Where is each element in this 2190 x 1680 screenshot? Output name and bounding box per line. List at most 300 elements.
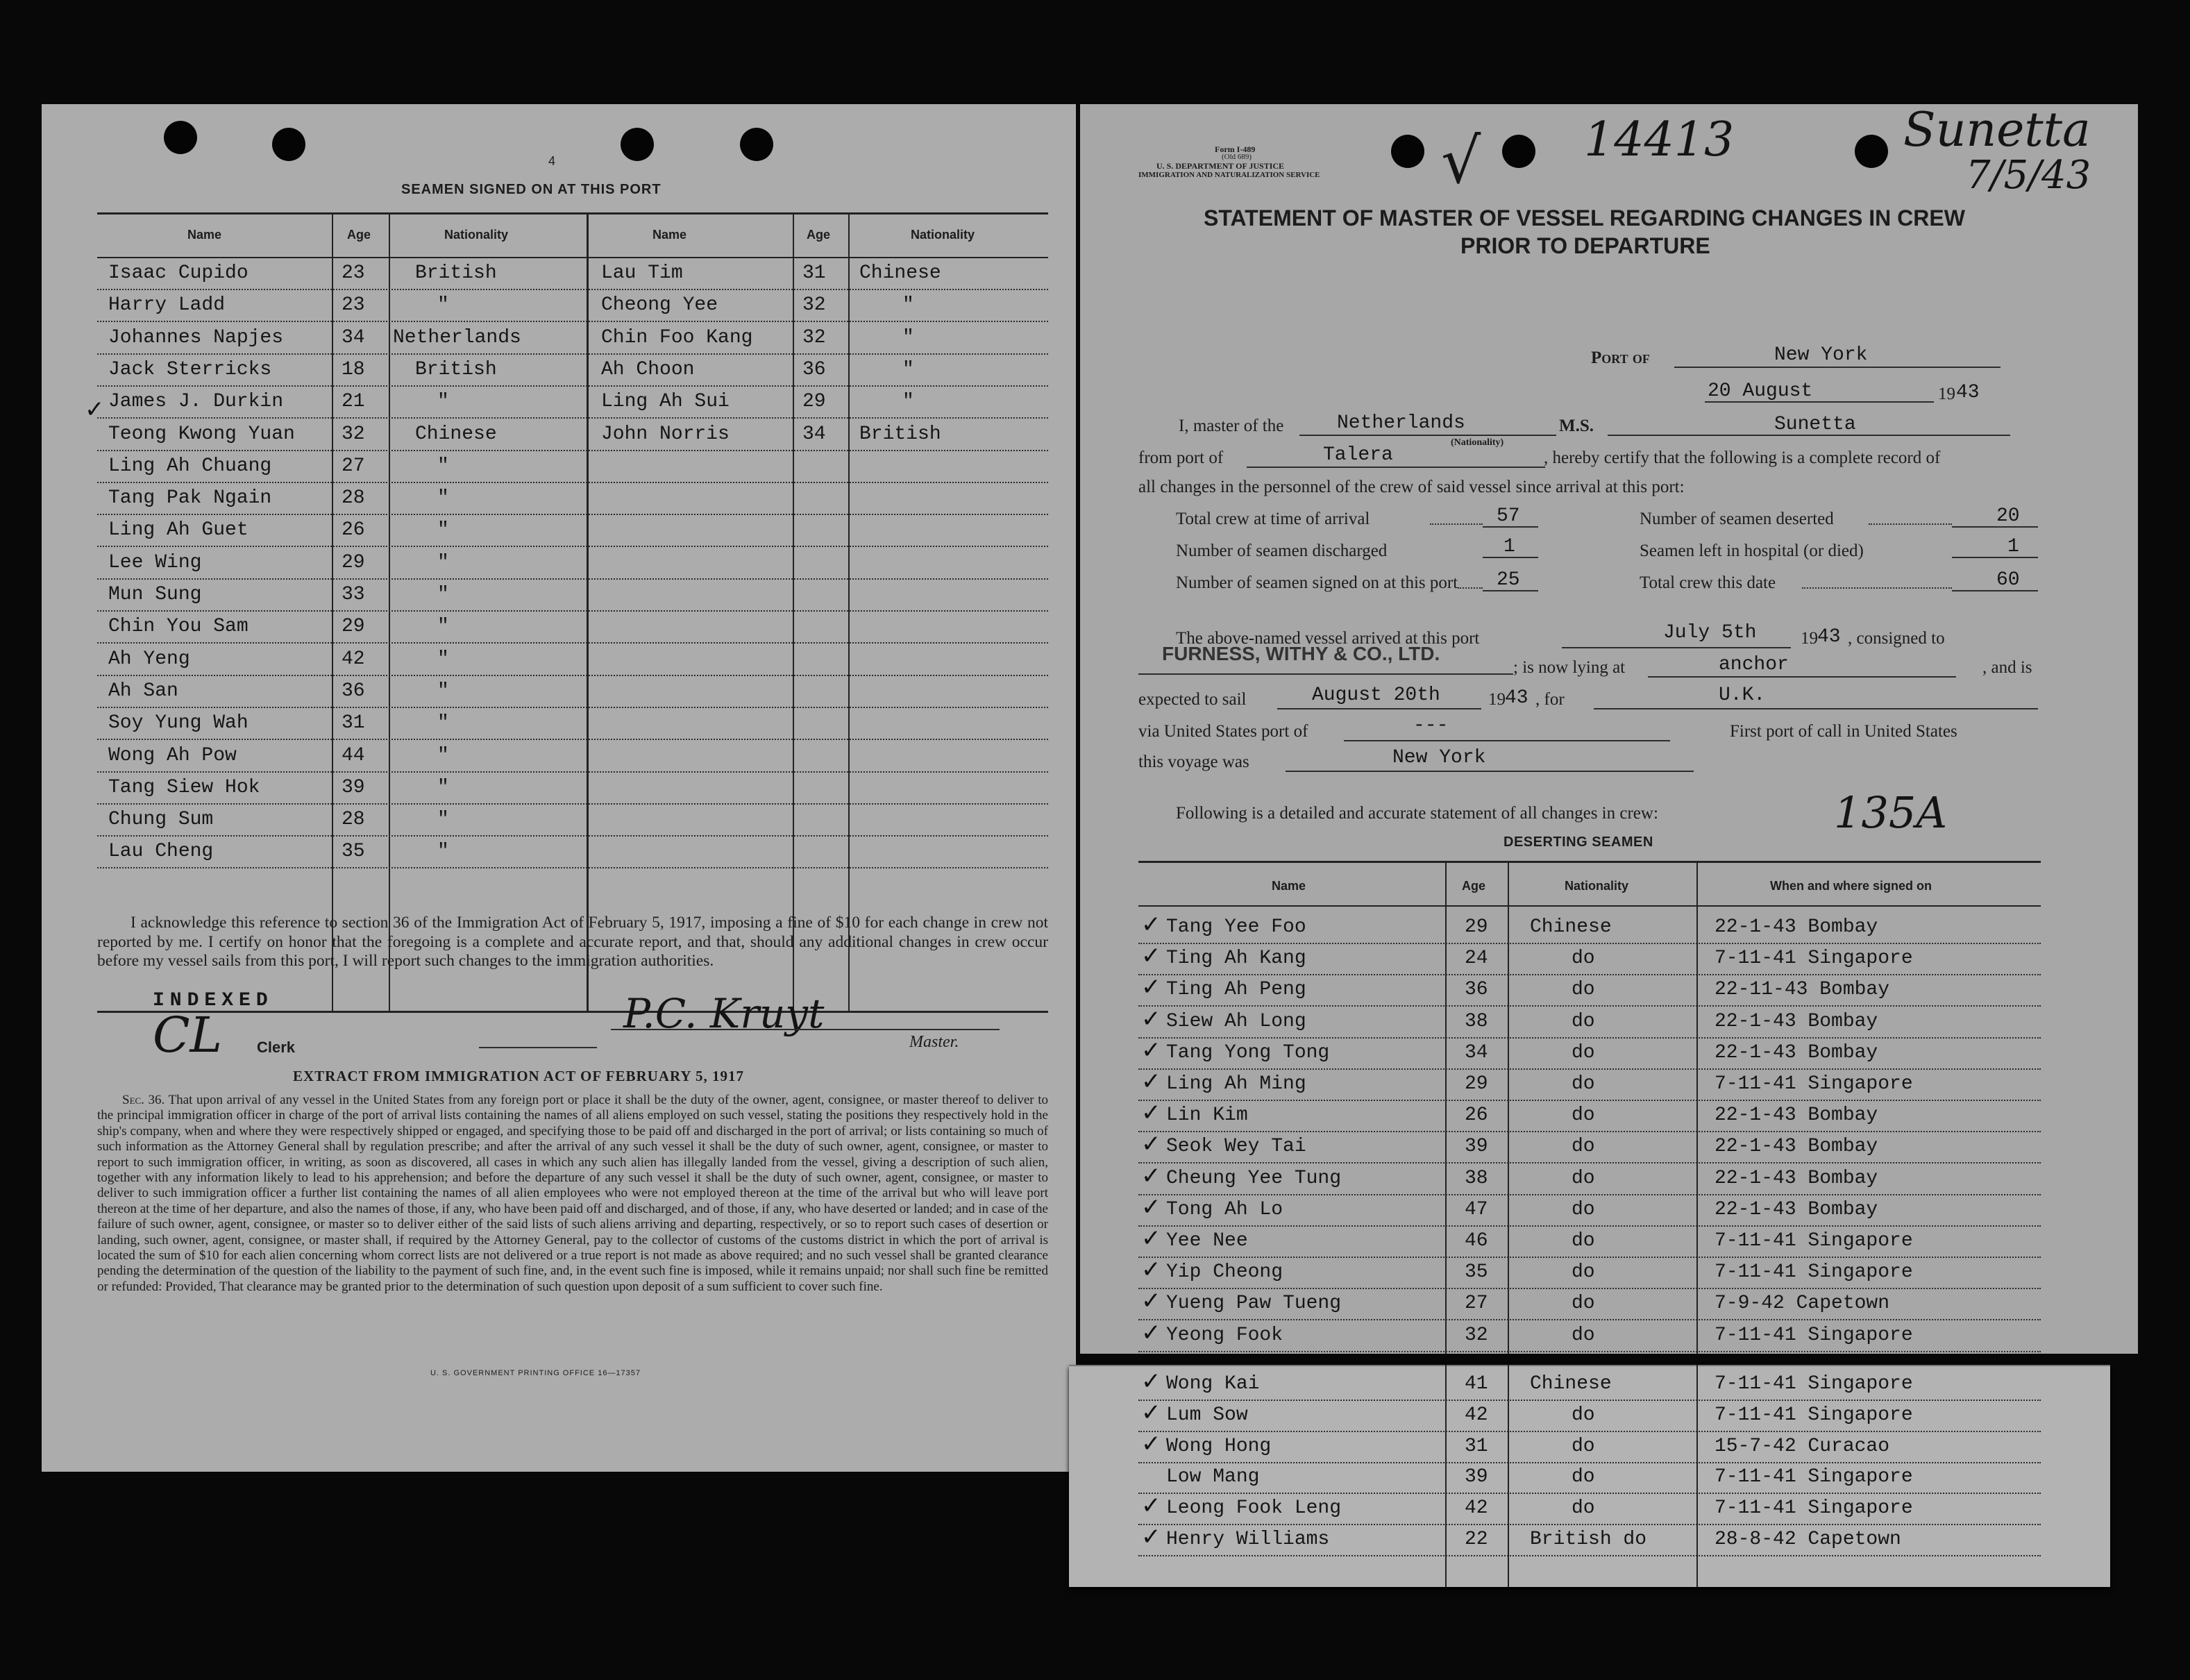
form-title-line-2: PRIOR TO DEPARTURE — [1460, 233, 1710, 258]
signed-on-row-6-name: Ling Ah Chuang — [108, 455, 272, 477]
signed-on-row-15-nationality: " — [437, 744, 449, 766]
arrived-year-value: 43 — [1817, 626, 1841, 648]
arrived-label: The above-named vessel arrived at this port — [1176, 629, 1480, 648]
signed-on-right-row-3-nationality: " — [902, 358, 914, 380]
signed-on-row-14-nationality: " — [437, 712, 449, 734]
signed-on-row-3-nationality: British — [415, 358, 497, 380]
signed-on-right-row-3-name: Ah Choon — [601, 358, 695, 380]
signed-on-table — [97, 212, 1048, 1018]
from-port-label: from port of — [1138, 448, 1224, 467]
lying-at-value: anchor — [1719, 654, 1789, 675]
punch-hole — [1391, 135, 1424, 168]
printer-line: U. S. GOVERNMENT PRINTING OFFICE 16—17357 — [430, 1369, 641, 1377]
signed-on-row-12-age: 42 — [342, 648, 365, 670]
deserter-row-16-signed-on: 15-7-42 Curacao — [1715, 1435, 1890, 1457]
row-rule — [1138, 1351, 2041, 1352]
deserter-row-7-nationality: do — [1572, 1136, 1595, 1158]
signed-on-right-row-5-name: John Norris — [601, 423, 730, 445]
row-rule — [1138, 1100, 2041, 1101]
check-mark: ✓ — [85, 396, 105, 423]
row-rule — [97, 803, 1048, 805]
total-arrival-label: Total crew at time of arrival — [1176, 510, 1370, 528]
row-rule — [97, 675, 1048, 676]
deserter-row-6-age: 26 — [1465, 1104, 1488, 1127]
nationality-value: Netherlands — [1337, 412, 1465, 434]
arrived-year: 19 — [1801, 629, 1818, 648]
deserter-row-4-age: 34 — [1465, 1041, 1488, 1064]
section-36-text — [97, 1093, 1048, 1295]
deserter-row-2-name: Ting Ah Peng — [1166, 979, 1306, 1001]
signed-on-row-18-age: 35 — [342, 841, 365, 863]
date-value: 20 August — [1708, 380, 1813, 402]
deserter-row-18-signed-on: 7-11-41 Singapore — [1715, 1497, 1913, 1520]
signed-on-row-8-nationality: " — [437, 519, 449, 541]
row-rule — [1138, 1288, 2041, 1289]
check-mark: ✓ — [1141, 1005, 1161, 1033]
deserter-row-15-name: Lum Sow — [1166, 1404, 1248, 1426]
hospital-value: 1 — [2007, 536, 2019, 557]
via-label: via United States port of — [1138, 722, 1308, 741]
master-label: Master. — [909, 1033, 959, 1051]
sail-year: 19 — [1488, 690, 1506, 709]
check-mark: ✓ — [1141, 1225, 1161, 1252]
row-rule — [1138, 1225, 2041, 1227]
signed-on-right-row-1-nationality: " — [902, 294, 914, 317]
deserter-row-9-name: Tong Ah Lo — [1166, 1198, 1283, 1220]
signed-on-right-row-1-age: 32 — [802, 294, 826, 317]
signed-on-row-1-name: Harry Ladd — [108, 294, 226, 317]
deserting-title: DESERTING SEAMEN — [1503, 834, 1653, 850]
check-mark: ✓ — [1141, 1287, 1161, 1316]
signed-on-row-13-nationality: " — [437, 680, 449, 702]
header-nationality: Nationality — [444, 228, 509, 242]
punch-hole — [272, 128, 305, 161]
form-old-number: (Old 689) — [1222, 153, 1252, 161]
section-body: That upon arrival of any vessel in the United States from any foreign port or place it shall be the duty of the owner, agent, consignee, or master thereof to deliver to the principal immigration officer in charge of the port of arrival lists containing the names of all aliens employed on such vessel, stating the positions they respectively hold in the ship's company, when and where they were respectively shipped or engaged, and specifying those to be paid off and discharged in the port of arrival; or lists containing so much of such information as the Attorney General shall by regulation prescribe; and after the arrival of any such vessel it shall be the duty of such owner, agent, consignee, or master to report to such immigration officer, in writing, as soon as discovered, all cases in which any such alien has illegally landed from the vessel, giving a description of such alien, together with any information likely to lead to his apprehension; and before the departure of any such vessel it shall be the duty of such owner, agent, consignee, or master to deliver to such immigration officer a further list containing the names of all alien employees who were not employed thereon at the time of the arrival but who will leave port thereon at the time of her departure, and also the names of those, if any, who have been paid off and discharged, and of those, if any, who have deserted or landed; and in case of the failure of such owner, agent, consignee, or master so to deliver either of the said lists of such aliens arriving and departing, respectively, or so to report such cases of desertion or landing, such owner, agent, consignee, or master shall, if required by the Attorney General, pay to the collector of customs of the customs district in which the port of arrival is located the sum of $10 for each alien concerning whom correct lists are not delivered or a true report is not made as above required; and no such vessel shall be granted clearance pending the determination of the question of the liability to the payment of such fine, and, in the event such fine is imposed, while it remains unpaid; nor shall such fine be remitted or refunded: Provided, That clearance may be granted prior to the determination of such question upon deposit of a sum sufficient to cover such fine. — [97, 1093, 1048, 1294]
deserter-row-7-name: Seok Wey Tai — [1166, 1136, 1306, 1158]
deserter-row-10-age: 46 — [1465, 1230, 1488, 1252]
deserter-row-19-signed-on: 28-8-42 Capetown — [1715, 1529, 1901, 1550]
header-age: Age — [347, 228, 371, 242]
deserter-row-19-name: Henry Williams — [1166, 1529, 1330, 1550]
check-mark: ✓ — [1141, 1429, 1161, 1458]
form-number: Form I-489 — [1215, 144, 1256, 154]
year-prefix: 19 — [1938, 385, 1955, 403]
deserters-rows — [1138, 861, 2041, 1354]
vessel-prefix: M.S. — [1559, 417, 1594, 435]
first-port-label: First port of call in United States — [1730, 722, 1957, 741]
row-rule — [1138, 1068, 2041, 1070]
deserter-row-17-age: 39 — [1465, 1466, 1488, 1488]
deserter-row-1-age: 24 — [1465, 948, 1488, 970]
deserter-row-4-signed-on: 22-1-43 Bombay — [1715, 1041, 1878, 1064]
consignee-stamp: FURNESS, WITHY & CO., LTD. — [1162, 643, 1440, 664]
section-title: SEAMEN SIGNED ON AT THIS PORT — [401, 182, 662, 197]
row-rule — [1138, 974, 2041, 975]
signed-on-row-14-age: 31 — [342, 712, 365, 734]
signed-on-row-6-nationality: " — [437, 455, 449, 477]
clerk-initials: CL — [153, 1007, 223, 1064]
deserter-row-4-nationality: do — [1572, 1041, 1595, 1064]
check-mark: ✓ — [1141, 1368, 1161, 1395]
signed-on-row-4-age: 21 — [342, 391, 365, 413]
deserter-row-13-nationality: do — [1572, 1324, 1595, 1346]
deserter-row-19-nationality: British do — [1530, 1529, 1647, 1550]
row-rule — [1138, 1555, 2041, 1556]
deserter-row-5-nationality: do — [1572, 1073, 1595, 1095]
deserter-row-14-nationality: Chinese — [1530, 1373, 1612, 1395]
signed-on-row-18-name: Lau Cheng — [108, 841, 214, 863]
deserter-row-15-age: 42 — [1465, 1404, 1488, 1426]
deserter-row-17-signed-on: 7-11-41 Singapore — [1715, 1466, 1913, 1488]
row-rule — [1138, 1400, 2041, 1401]
signed-on-row-15-age: 44 — [342, 744, 365, 766]
row-rule — [97, 707, 1048, 708]
deserter-row-8-age: 38 — [1465, 1167, 1488, 1189]
row-rule — [97, 739, 1048, 740]
check-mark: ✓ — [1141, 1099, 1161, 1127]
deserter-row-8-name: Cheung Yee Tung — [1166, 1167, 1342, 1189]
signed-on-row-5-age: 32 — [342, 423, 365, 445]
deserter-row-13-age: 32 — [1465, 1324, 1488, 1346]
row-rule — [97, 321, 1048, 322]
check-mark: ✓ — [1141, 1068, 1161, 1095]
row-rule — [1138, 1319, 2041, 1320]
row-rule — [97, 835, 1048, 837]
deserter-row-9-signed-on: 22-1-43 Bombay — [1715, 1198, 1878, 1220]
signed-on-right-row-0-nationality: Chinese — [859, 262, 941, 284]
signed-on-row-15-name: Wong Ah Pow — [108, 744, 237, 766]
section-label: Sec. 36. — [122, 1093, 165, 1107]
deserter-row-19-age: 22 — [1465, 1529, 1488, 1550]
check-mark: ✓ — [1141, 973, 1161, 1002]
deserter-row-5-signed-on: 7-11-41 Singapore — [1715, 1073, 1913, 1095]
sail-year-value: 43 — [1505, 687, 1528, 709]
signed-on-row-6-age: 27 — [342, 455, 365, 477]
master-signature: P.C. Kruyt — [623, 990, 825, 1037]
deserter-row-10-signed-on: 7-11-41 Singapore — [1715, 1230, 1913, 1252]
punch-hole — [740, 128, 773, 161]
from-port-value: Talera — [1323, 444, 1393, 466]
signed-on-row-12-name: Ah Yeng — [108, 648, 190, 670]
row-rule — [97, 610, 1048, 612]
signed-on-row-8-name: Ling Ah Guet — [108, 519, 249, 541]
service: IMMIGRATION AND NATURALIZATION SERVICE — [1138, 171, 1320, 179]
master-of-label: I, master of the — [1179, 417, 1284, 435]
signed-on-right-row-4-nationality: " — [902, 391, 914, 413]
deserter-row-10-name: Yee Nee — [1166, 1230, 1248, 1252]
signed-on-row-4-name: James J. Durkin — [108, 391, 284, 413]
row-rule — [97, 385, 1048, 387]
deserter-row-12-signed-on: 7-9-42 Capetown — [1715, 1293, 1890, 1315]
signed-on-right-row-0-age: 31 — [802, 262, 826, 284]
signed-on-row-10-nationality: " — [437, 584, 449, 605]
handwritten-file-number: 14413 — [1584, 112, 1735, 167]
punch-hole — [1502, 135, 1535, 168]
deserter-row-1-name: Ting Ah Kang — [1166, 948, 1306, 970]
following-text: Following is a detailed and accurate statement of all changes in crew: — [1176, 804, 1658, 823]
check-mark: ✓ — [1141, 1523, 1161, 1551]
row-rule — [1138, 1131, 2041, 1132]
for-label: , for — [1535, 690, 1565, 709]
arrived-date: July 5th — [1663, 622, 1757, 644]
total-date-label: Total crew this date — [1640, 573, 1776, 592]
signed-on-label: Number of seamen signed on at this port — [1176, 573, 1458, 592]
deserter-row-14-signed-on: 7-11-41 Singapore — [1715, 1373, 1913, 1395]
right-page — [1080, 104, 2138, 1354]
first-port-value: New York — [1392, 747, 1486, 768]
check-mark: ✓ — [1141, 911, 1161, 939]
signed-on-row-16-name: Tang Siew Hok — [108, 776, 260, 798]
deserter-row-18-nationality: do — [1572, 1497, 1595, 1520]
expected-label: expected to sail — [1138, 690, 1247, 709]
signed-on-right-row-2-nationality: " — [902, 326, 914, 348]
deserter-row-18-name: Leong Fook Leng — [1166, 1497, 1342, 1520]
signed-on-row-0-nationality: British — [415, 262, 497, 284]
signed-on-row-0-age: 23 — [342, 262, 365, 284]
hospital-label: Seamen left in hospital (or died) — [1640, 541, 1864, 560]
deserter-row-0-name: Tang Yee Foo — [1166, 916, 1306, 938]
check-mark: ✓ — [1141, 1193, 1161, 1221]
row-rule — [1138, 1431, 2041, 1432]
row-rule — [97, 514, 1048, 515]
deserter-row-15-nationality: do — [1572, 1404, 1595, 1426]
sail-date: August 20th — [1312, 684, 1440, 706]
vessel-name: Sunetta — [1774, 414, 1856, 435]
punch-hole — [1855, 135, 1888, 168]
row-rule — [1138, 943, 2041, 944]
discharged-value: 1 — [1503, 536, 1515, 557]
row-rule — [97, 482, 1048, 483]
deserter-row-3-signed-on: 22-1-43 Bombay — [1715, 1010, 1878, 1032]
signed-on-row-3-age: 18 — [342, 358, 365, 380]
check-mark: ✓ — [1141, 1161, 1161, 1190]
deserter-row-7-signed-on: 22-1-43 Bombay — [1715, 1136, 1878, 1158]
row-rule — [1138, 1257, 2041, 1258]
signed-on-row-10-age: 33 — [342, 584, 365, 605]
deserter-row-16-age: 31 — [1465, 1435, 1488, 1457]
signed-on-right-row-5-nationality: British — [859, 423, 941, 445]
row-rule — [1138, 1524, 2041, 1525]
port-label: Port of — [1591, 348, 1650, 367]
row-rule — [1138, 1462, 2041, 1463]
deserter-row-9-age: 47 — [1465, 1198, 1488, 1220]
deserter-row-2-signed-on: 22-11-43 Bombay — [1715, 979, 1890, 1001]
signed-on-row-11-age: 29 — [342, 616, 365, 638]
punch-hole — [164, 121, 197, 154]
row-rule — [97, 450, 1048, 451]
deserter-row-17-nationality: do — [1572, 1466, 1595, 1488]
deserter-row-12-nationality: do — [1572, 1293, 1595, 1315]
certify-text: , hereby certify that the following is a complete record of — [1544, 448, 1941, 467]
row-rule — [1138, 1037, 2041, 1039]
signed-on-row-8-age: 26 — [342, 519, 365, 541]
deserter-row-11-nationality: do — [1572, 1261, 1595, 1284]
row-rule — [97, 546, 1048, 547]
signed-on-right-row-1-name: Cheong Yee — [601, 294, 718, 317]
signed-on-row-2-name: Johannes Napjes — [108, 326, 284, 348]
department: U. S. DEPARTMENT OF JUSTICE — [1156, 161, 1285, 171]
deserter-row-18-age: 42 — [1465, 1497, 1488, 1520]
signed-on-value: 25 — [1497, 569, 1520, 591]
row-rule — [97, 578, 1048, 580]
header-nationality: Nationality — [1565, 879, 1629, 893]
signed-on-row-16-age: 39 — [342, 776, 365, 798]
deserter-row-14-age: 41 — [1465, 1373, 1488, 1395]
form-title-line-1: STATEMENT OF MASTER OF VESSEL REGARDING CHANGES IN CREW — [1204, 205, 1965, 230]
signed-on-right-row-4-age: 29 — [802, 391, 826, 413]
row-rule — [1138, 1005, 2041, 1007]
deserter-row-11-age: 35 — [1465, 1261, 1488, 1284]
check-mark: ✓ — [1141, 942, 1161, 971]
changes-text: all changes in the personnel of the crew of said vessel since arrival at this port: — [1138, 478, 1685, 496]
row-rule — [97, 771, 1048, 773]
signed-on-row-12-nationality: " — [437, 648, 449, 670]
row-rule — [97, 642, 1048, 644]
deserter-row-0-age: 29 — [1465, 916, 1488, 938]
deserter-row-6-signed-on: 22-1-43 Bombay — [1715, 1104, 1878, 1127]
check-mark: ✓ — [1141, 1256, 1161, 1284]
consigned-label: , consigned to — [1848, 629, 1945, 648]
signed-on-row-1-nationality: " — [437, 294, 449, 317]
deserter-row-3-name: Siew Ah Long — [1166, 1010, 1306, 1032]
signed-on-row-18-nationality: " — [437, 841, 449, 863]
deserter-row-17-name: Low Mang — [1166, 1466, 1260, 1488]
via-port: --- — [1413, 715, 1449, 737]
deserter-row-4-name: Tang Yong Tong — [1166, 1041, 1330, 1064]
check-mark: ✓ — [1141, 1036, 1161, 1064]
row-rule — [1138, 1162, 2041, 1164]
deserter-row-16-nationality: do — [1572, 1435, 1595, 1457]
page-number: 4 — [548, 154, 557, 168]
signed-on-row-9-age: 29 — [342, 551, 365, 573]
extract-title: EXTRACT FROM IMMIGRATION ACT OF FEBRUARY 5, 1917 — [293, 1068, 745, 1084]
signed-on-row-3-name: Jack Sterricks — [108, 358, 272, 380]
handwritten-date: 7/5/43 — [1966, 153, 2091, 198]
signed-on-right-row-2-name: Chin Foo Kang — [601, 326, 753, 348]
signed-on-right-row-0-name: Lau Tim — [601, 262, 683, 284]
deserter-row-0-signed-on: 22-1-43 Bombay — [1715, 916, 1878, 938]
nationality-caption: (Nationality) — [1451, 437, 1504, 448]
deserter-row-13-signed-on: 7-11-41 Singapore — [1715, 1324, 1913, 1346]
deserter-row-6-name: Lin Kim — [1166, 1104, 1248, 1127]
signed-on-row-4-nationality: " — [437, 391, 449, 413]
header-age: Age — [807, 228, 831, 242]
signed-on-row-7-name: Tang Pak Ngain — [108, 487, 272, 510]
header-age: Age — [1462, 879, 1486, 893]
deserter-row-0-nationality: Chinese — [1530, 916, 1612, 938]
header-name: Name — [1272, 879, 1306, 893]
deserter-row-8-nationality: do — [1572, 1167, 1595, 1189]
slip-rows — [1138, 1365, 2041, 1587]
signed-on-row-14-name: Soy Yung Wah — [108, 712, 249, 734]
signed-on-row-9-nationality: " — [437, 551, 449, 573]
voyage-label: this voyage was — [1138, 753, 1249, 771]
deserted-label: Number of seamen deserted — [1640, 510, 1834, 528]
signed-on-row-17-age: 28 — [342, 809, 365, 831]
total-date-value: 60 — [1996, 569, 2020, 591]
deserter-row-3-nationality: do — [1572, 1010, 1595, 1032]
signed-on-row-11-name: Chin You Sam — [108, 616, 249, 638]
deserted-value: 20 — [1996, 505, 2020, 527]
check-mark: ✓ — [1141, 1398, 1161, 1427]
signed-on-row-9-name: Lee Wing — [108, 551, 202, 573]
acknowledgement-text: I acknowledge this reference to section 36 of the Immigration Act of February 5, 1917, imposing a fine of $10 for each change in crew not reported by me. I certify on honor that the foregoing is a complete and accurate report, and that, should any additional changes in crew occur before my vessel sails from this port, I will report such changes to the immigration authorities. — [97, 914, 1048, 971]
row-rule — [1138, 1493, 2041, 1494]
and-is-label: , and is — [1982, 658, 2032, 677]
year-value: 43 — [1956, 382, 1980, 403]
deserter-row-12-name: Yueng Paw Tueng — [1166, 1293, 1342, 1315]
signed-on-row-2-nationality: Netherlands — [393, 326, 521, 348]
header-nationality: Nationality — [911, 228, 975, 242]
signed-on-row-5-nationality: Chinese — [415, 423, 497, 445]
deserter-row-1-signed-on: 7-11-41 Singapore — [1715, 948, 1913, 970]
deserter-row-11-name: Yip Cheong — [1166, 1261, 1283, 1284]
signed-on-row-7-age: 28 — [342, 487, 365, 510]
destination: U.K. — [1719, 684, 1766, 706]
check-mark: ✓ — [1141, 1492, 1161, 1520]
deserter-row-16-name: Wong Hong — [1166, 1435, 1272, 1457]
signed-on-row-1-age: 23 — [342, 294, 365, 317]
signed-on-row-10-name: Mun Sung — [108, 584, 202, 605]
deserter-row-12-age: 27 — [1465, 1293, 1488, 1315]
row-rule — [97, 417, 1048, 419]
handwritten-check: √ — [1441, 125, 1481, 198]
signed-on-right-row-5-age: 34 — [802, 423, 826, 445]
deserters-table — [1138, 861, 2041, 1354]
deserter-row-10-nationality: do — [1572, 1230, 1595, 1252]
row-rule — [97, 289, 1048, 290]
signed-on-row-17-nationality: " — [437, 809, 449, 831]
deserter-row-7-age: 39 — [1465, 1136, 1488, 1158]
discharged-label: Number of seamen discharged — [1176, 541, 1388, 560]
deserter-row-5-name: Ling Ah Ming — [1166, 1073, 1306, 1095]
deserter-row-8-signed-on: 22-1-43 Bombay — [1715, 1167, 1878, 1189]
indexed-stamp: INDEXED — [153, 990, 273, 1011]
deserter-row-1-nationality: do — [1572, 948, 1595, 970]
deserter-row-3-age: 38 — [1465, 1010, 1488, 1032]
deserter-row-14-name: Wong Kai — [1166, 1373, 1260, 1395]
signed-on-row-13-name: Ah San — [108, 680, 178, 702]
deserter-row-15-signed-on: 7-11-41 Singapore — [1715, 1404, 1913, 1426]
deserter-row-9-nationality: do — [1572, 1198, 1595, 1220]
check-mark: ✓ — [1141, 1318, 1161, 1347]
handwritten-code: 135A — [1834, 787, 1948, 838]
row-rule — [97, 353, 1048, 355]
signed-on-rows — [97, 212, 1048, 1011]
handwritten-ship-name: Sunetta — [1903, 104, 2091, 158]
total-arrival-value: 57 — [1497, 505, 1520, 527]
deserter-row-6-nationality: do — [1572, 1104, 1595, 1127]
row-rule — [97, 867, 1048, 868]
punch-hole — [621, 128, 654, 161]
signed-on-row-2-age: 34 — [342, 326, 365, 348]
signed-on-right-row-4-name: Ling Ah Sui — [601, 391, 730, 413]
deserter-row-2-nationality: do — [1572, 979, 1595, 1001]
deserter-row-2-age: 36 — [1465, 979, 1488, 1001]
lying-label: ; is now lying at — [1513, 658, 1626, 677]
signed-on-right-row-3-age: 36 — [802, 358, 826, 380]
header-name: Name — [187, 228, 222, 242]
header-when-where: When and where signed on — [1770, 879, 1932, 893]
signed-on-row-17-name: Chung Sum — [108, 809, 214, 831]
deserter-row-11-signed-on: 7-11-41 Singapore — [1715, 1261, 1913, 1284]
port-value: New York — [1774, 344, 1868, 366]
signed-on-row-5-name: Teong Kwong Yuan — [108, 423, 295, 445]
deserter-row-5-age: 29 — [1465, 1073, 1488, 1095]
check-mark: ✓ — [1141, 1130, 1161, 1159]
clerk-label: Clerk — [257, 1039, 296, 1056]
